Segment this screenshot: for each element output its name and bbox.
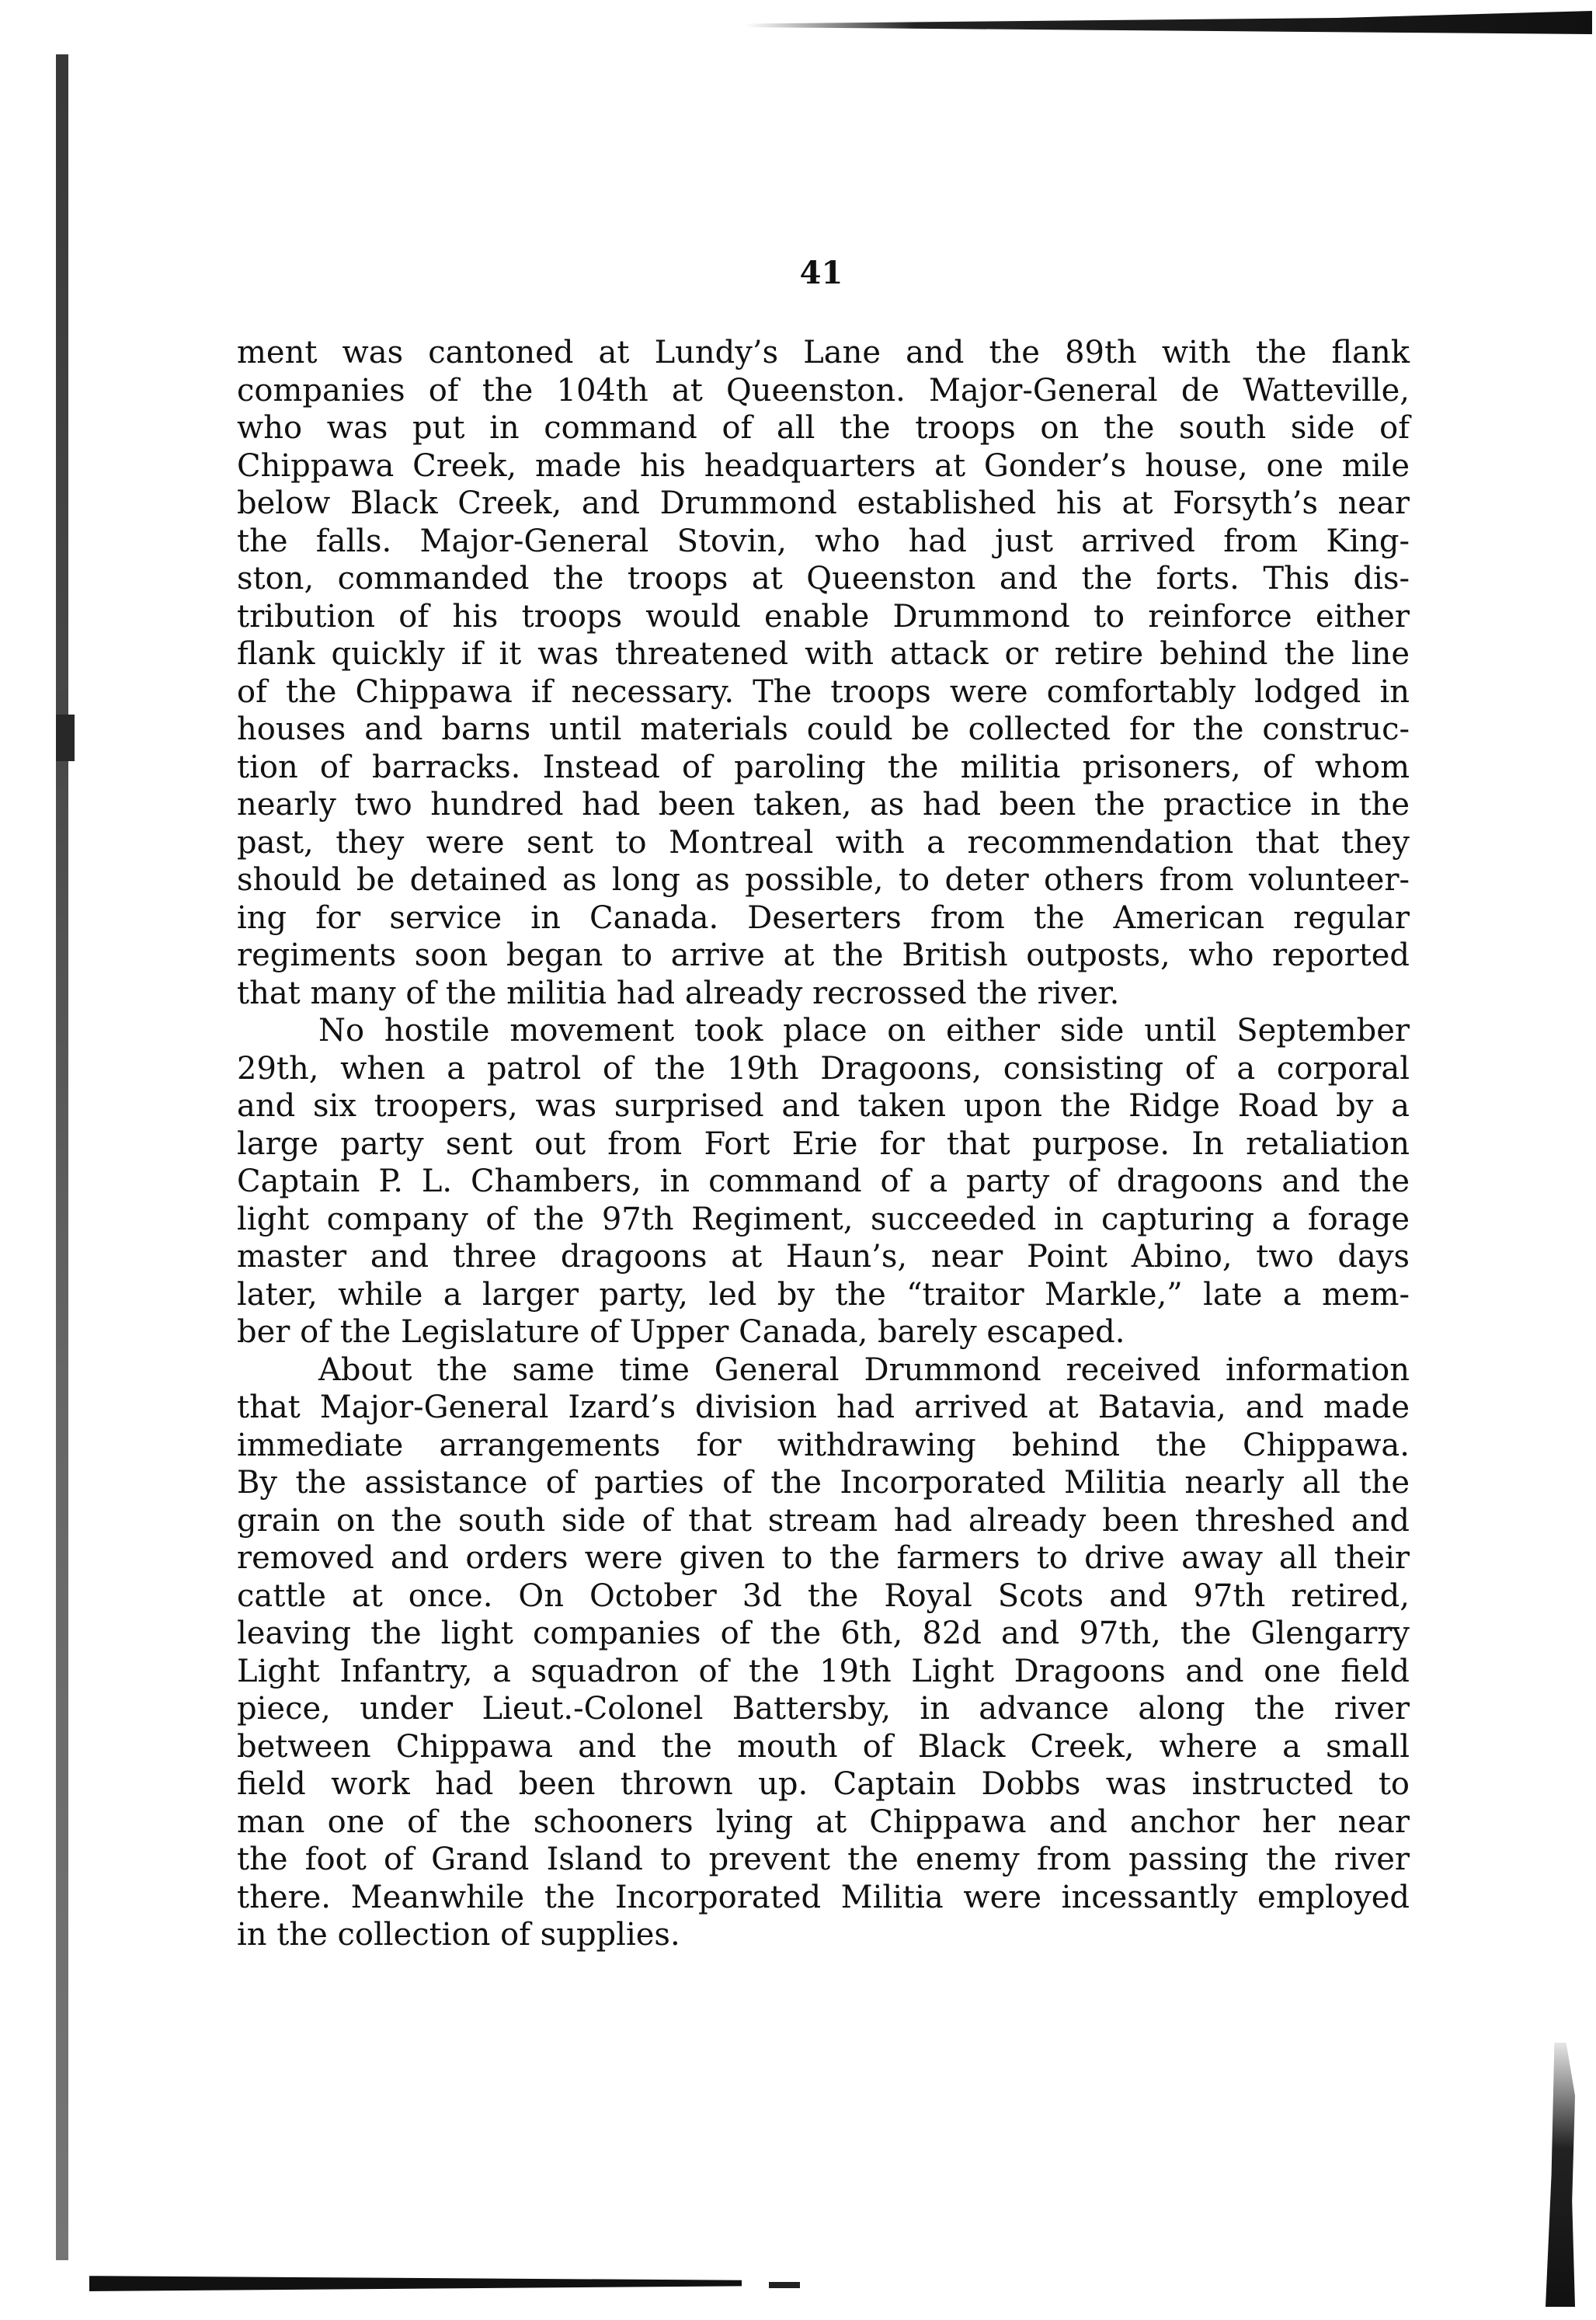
right-scan-edge [1546, 2043, 1575, 2307]
text-line: grain on the south side of that stream had already been threshed and [237, 1502, 1410, 1539]
text-line: tribution of his troops would enable Drummond to reinforce either [237, 598, 1410, 635]
text-line: field work had been thrown up. Captain Dobbs was instructed to [237, 1766, 1410, 1802]
text-line: companies of the 104th at Queenston. Major-General de Watteville, [237, 372, 1410, 409]
text-line: the falls. Major-General Stovin, who had just arrived from King- [237, 523, 1410, 559]
text-line: By the assistance of parties of the Incorporated Militia nearly all the [237, 1465, 1410, 1501]
page-number: 41 [799, 255, 843, 291]
text-line: cattle at once. On October 3d the Royal Scots and 97th retired, [237, 1577, 1410, 1614]
text-line: removed and orders were given to the farmers to drive away all their [237, 1540, 1410, 1576]
text-line: in the collection of supplies. [237, 1917, 680, 1953]
text-line: the foot of Grand Island to prevent the enemy from passing the river [237, 1842, 1410, 1877]
text-line: nearly two hundred had been taken, as had been the practice in the [237, 787, 1410, 823]
text-line: piece, under Lieut.-Colonel Battersby, in advance along the river [237, 1691, 1410, 1727]
text-line: large party sent out from Fort Erie for that purpose. In retaliation [237, 1125, 1410, 1162]
text-line: who was put in command of all the troops on the south side of [237, 410, 1410, 446]
text-line: past, they were sent to Montreal with a recommendation that they [237, 824, 1410, 861]
text-line: of the Chippawa if necessary. The troops were comfortably lodged in [237, 673, 1410, 710]
text-line: Chippawa Creek, made his headquarters at Gonder’s house, one mile [237, 447, 1410, 484]
bottom-scan-mark [769, 2282, 800, 2288]
body-text [237, 334, 1410, 1954]
text-line: leaving the light companies of the 6th, 82d and 97th, the Glengarry [237, 1616, 1410, 1651]
text-line: Captain P. L. Chambers, in command of a party of dragoons and the [237, 1163, 1410, 1199]
text-line: man one of the schooners lying at Chippawa and anchor her near [237, 1803, 1410, 1840]
text-line: should be detained as long as possible, to deter others from volunteer- [237, 862, 1410, 898]
text-line: tion of barracks. Instead of paroling the militia prisoners, of whom [237, 749, 1410, 785]
paragraph [237, 1012, 1410, 1351]
top-scan-rule [746, 11, 1592, 34]
text-line: flank quickly if it was threatened with attack or retire behind the line [237, 636, 1410, 672]
text-line: light company of the 97th Regiment, succeeded in capturing a forage [237, 1201, 1410, 1237]
text-line: immediate arrangements for withdrawing behind the Chippawa. [237, 1427, 1410, 1463]
text-line: between Chippawa and the mouth of Black Creek, where a small [237, 1728, 1410, 1765]
text-line: there. Meanwhile the Incorporated Militia were incessantly employed [237, 1879, 1410, 1915]
text-line: and six troopers, was surprised and taken upon the Ridge Road by a [237, 1088, 1410, 1124]
text-line: later, while a larger party, led by the “traitor Markle,” late a mem- [237, 1276, 1410, 1313]
text-line: below Black Creek, and Drummond established his at Forsyth’s near [237, 485, 1410, 521]
text-line: that many of the militia had already recrossed the river. [237, 975, 1120, 1011]
left-scan-edge [56, 54, 68, 2260]
text-line: regiments soon began to arrive at the British outposts, who reported [237, 937, 1410, 973]
text-line: 29th, when a patrol of the 19th Dragoons, consisting of a corporal [237, 1050, 1410, 1087]
text-line: ber of the Legislature of Upper Canada, barely escaped. [237, 1314, 1125, 1350]
text-line: About the same time General Drummond received information [318, 1351, 1410, 1388]
paragraph [237, 334, 1410, 1012]
text-line: houses and barns until materials could be collected for the construc- [237, 711, 1410, 747]
text-line: ment was cantoned at Lundy’s Lane and the 89th with the flank [237, 335, 1410, 370]
paragraph [237, 1351, 1410, 1954]
text-line: that Major-General Izard’s division had arrived at Batavia, and made [237, 1390, 1410, 1425]
text-line: No hostile movement took place on either side until September [318, 1013, 1410, 1049]
text-line: ing for service in Canada. Deserters from the American regular [237, 899, 1410, 936]
text-line: master and three dragoons at Haun’s, near Point Abino, two days [237, 1239, 1410, 1275]
text-line: ston, commanded the troops at Queenston and the forts. This dis- [237, 561, 1410, 597]
bottom-scan-rule [89, 2274, 742, 2291]
text-line: Light Infantry, a squadron of the 19th Light Dragoons and one field [237, 1653, 1410, 1689]
